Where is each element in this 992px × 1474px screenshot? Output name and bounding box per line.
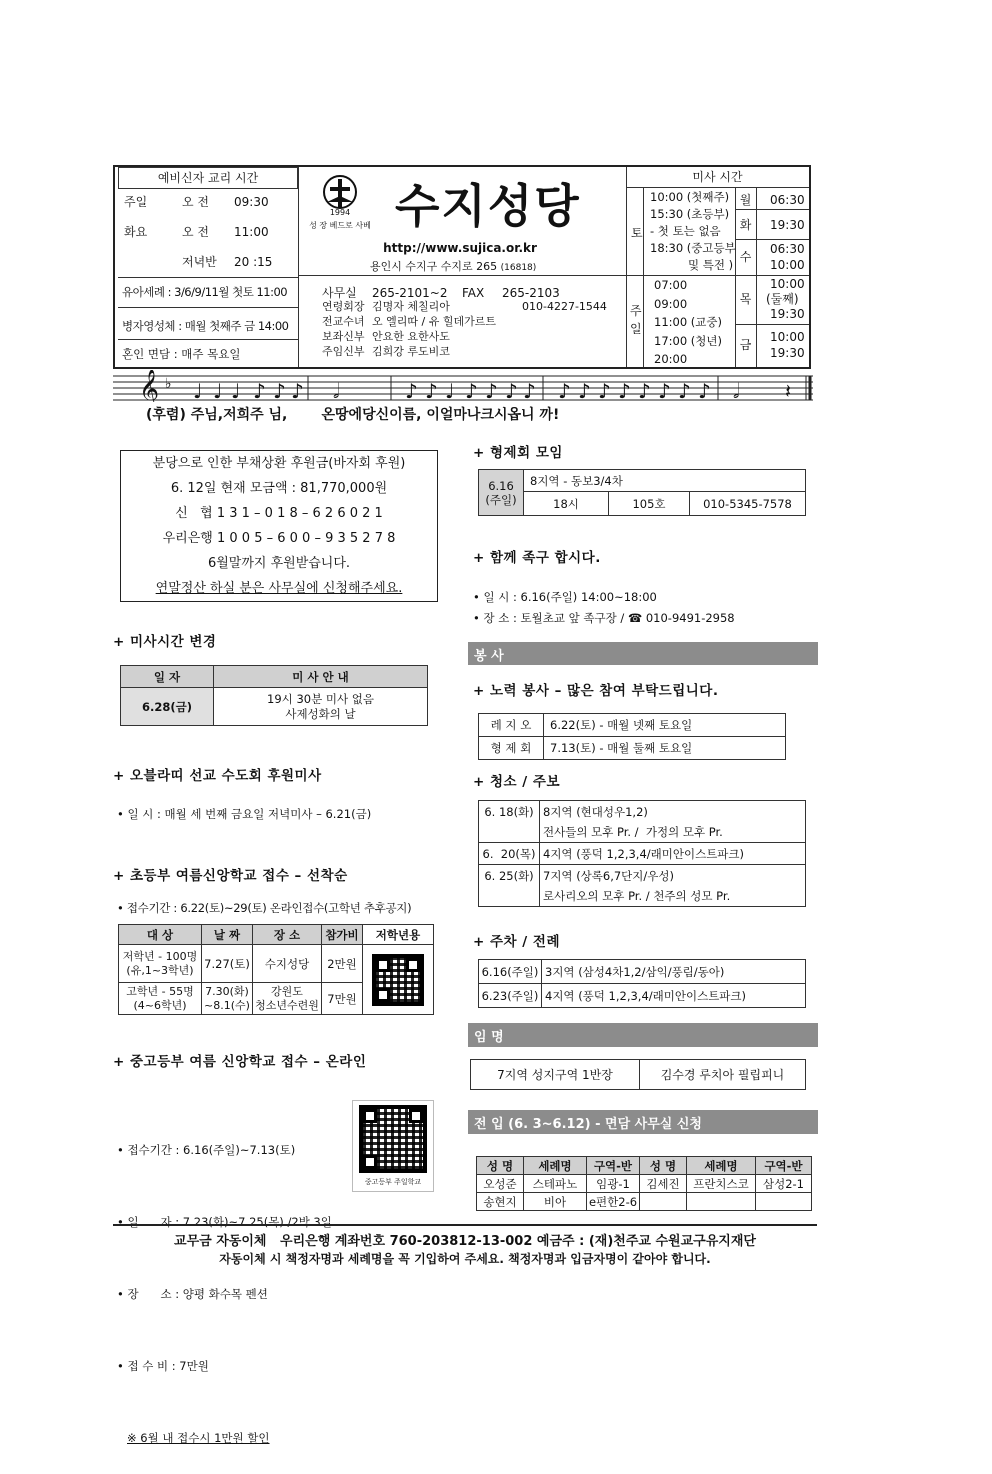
church-logo	[309, 172, 371, 232]
mass-block	[626, 167, 809, 367]
catechism-title: 예비신자 교리 시간	[118, 167, 298, 189]
oblati-title: + 오블라띠 선교 수도회 후원미사	[113, 768, 322, 784]
svg-text:♪: ♪	[618, 379, 631, 402]
weekday-thu: 목 10:00 (둘째) 19:30	[739, 277, 805, 321]
catechism-row: 저녁반 20 :15	[182, 255, 273, 269]
table-row: 고학년 - 55명 (4~6학년)	[119, 983, 202, 1015]
svg-text:𝅗𝅥: 𝅗𝅥	[733, 379, 740, 402]
table-row: 저학년 - 100명 (유,1~3학년)	[119, 945, 202, 983]
svg-text:♪: ♪	[678, 379, 691, 402]
brothers-title: + 형제회 모임	[473, 445, 563, 461]
svg-text:♪: ♪	[598, 379, 611, 402]
sunday-label: 주일	[630, 304, 642, 336]
weekday-tue: 화 19:30	[739, 218, 805, 232]
contact-row: 사무실 265-2101~2 FAX 265-2103	[322, 286, 560, 300]
wedding-interview: 혼인 면담 : 매주 목요일	[122, 347, 241, 361]
svg-text:♪: ♪	[425, 379, 438, 402]
elementary-qr-code[interactable]	[372, 954, 424, 1006]
donation-title: 분당으로 인한 부채상환 후원금(바자회 후원)	[152, 456, 406, 471]
donation-tax-note: 연말정산 하실 분은 사무실에 신청해주세요.	[155, 581, 403, 596]
mass-change-date: 6.28(금)	[121, 688, 214, 726]
brothers-table: 6.16 (주일) 8지역 - 동보3/4차 18시 105호 010-5345-7578	[478, 469, 806, 516]
football-details: • 일 시 : 6.16(주일) 14:00~18:00 • 장 소 : 토월초교 앞 족구장 / ☎ 010-9491-2958	[473, 590, 735, 625]
footer-note: 자동이체 시 책정자명과 세례명을 꼭 기입하여 주세요. 책정자명과 입금자명이 같아야 합니다.	[219, 1252, 711, 1266]
catechism-row: 주일 오 전 09:30	[124, 195, 269, 209]
svg-text:♪: ♪	[505, 379, 518, 402]
middle-high-qr-box	[352, 1100, 434, 1192]
sunday-times: 07:00 09:00 11:00 (교중) 17:00 (청년) 20:00	[654, 278, 722, 366]
table-row: 오성준 스테파노 임광-1 김세진 프란치스코 삼성2-1	[477, 1175, 812, 1193]
parking-table: 6.16(주일) 3지역 (삼성4차1,2/삼익/풍림/동아) 6.23(주일) 4지역 (풍덕 1,2,3,4/래미안이스트파크)	[478, 959, 806, 1008]
mass-change-col-info: 미 사 안 내	[214, 666, 428, 688]
transfer-table: 성 명 세례명 구역-반 성 명 세례명 구역-반 오성준 스테파노 임광-1 김세진 프란치스코 삼성2-1 송현지 비아 e편한2-6	[476, 1156, 812, 1211]
appointment-table: 7지역 성지구역 1반장 김수경 루치아 필립피니	[470, 1059, 806, 1090]
contact-row: 주임신부 김희강 루도비코	[322, 345, 450, 358]
oblati-schedule: • 일 시 : 매월 세 번째 금요일 저녁미사 – 6.21(금)	[117, 807, 372, 821]
catechism-row: 화요 오 전 11:00	[124, 225, 269, 239]
svg-text:♩: ♩	[445, 379, 455, 402]
church-contacts	[322, 284, 622, 358]
music-notes-icon	[113, 370, 813, 402]
svg-text:♩: ♩	[231, 379, 241, 402]
donation-amount: 6. 12일 현재 모금액 : 81,770,000원	[170, 481, 388, 496]
middle-high-details: • 접수기간 : 6.16(주일)~7.13(토) • 일 자 : 7.23(화)~7.25(목) /2박 3일 • 장 소 : 양평 화수목 펜션 • 접 수 비 : 7만원 ※ 6월 내 접수시 1만원 할인	[117, 1143, 332, 1445]
mass-change-info: 19시 30분 미사 없음 사제성화의 날	[214, 688, 428, 726]
svg-text:♪: ♪	[698, 379, 711, 402]
football-title: + 함께 족구 합시다.	[473, 550, 601, 566]
svg-text:♪: ♪	[658, 379, 671, 402]
mass-change-col-date: 일 자	[121, 666, 214, 688]
middle-high-qr-code[interactable]	[359, 1105, 427, 1173]
svg-text:♪: ♪	[253, 379, 266, 402]
svg-text:♪: ♪	[638, 379, 651, 402]
music-lyric: (후렴) 주님,저희주 님, 온땅에당신이름, 이얼마나크시옵니 까!	[146, 407, 560, 423]
elementary-title: + 초등부 여름신앙학교 접수 – 선착순	[113, 868, 348, 884]
donation-account-shinhyup: 신 협 1 3 1 – 0 1 8 – 6 2 6 0 2 1	[175, 506, 383, 521]
infant-baptism: 유아세례 : 3/6/9/11월 첫토 11:00	[122, 285, 288, 299]
transfer-bar: 전 입 (6. 3~6.12) - 면담 사무실 신청	[468, 1110, 818, 1134]
sick-anointing: 병자영성체 : 매월 첫째주 금 14:00	[122, 319, 289, 333]
svg-text:♪: ♪	[523, 379, 536, 402]
weekday-fri: 금 10:00 19:30	[739, 330, 805, 360]
labor-service-title: + 노력 봉사 – 많은 참여 부탁드립니다.	[473, 683, 719, 699]
church-patron: 성 장 베드로 사베	[309, 221, 371, 230]
appointment-bar: 임 명	[468, 1023, 818, 1047]
cleaning-title: + 청소 / 주보	[473, 774, 561, 790]
parking-title: + 주차 / 전례	[473, 934, 561, 950]
table-row: 송현지 비아 e편한2-6	[477, 1193, 812, 1211]
weekday-wed: 수 06:30 10:00	[739, 242, 805, 272]
weekday-mon: 월 06:30	[739, 193, 805, 207]
svg-text:♩: ♩	[193, 379, 203, 402]
mass-change-table	[120, 665, 428, 726]
svg-text:♪: ♪	[273, 379, 286, 402]
svg-text:♭: ♭	[165, 376, 172, 392]
contact-row: 보좌신부 안요한 요한사도	[322, 330, 450, 343]
cleaning-table: 6. 18(화) 8지역 (현대성우1,2) 전사들의 모후 Pr. / 가정의 모후 Pr. 6. 20(목) 4지역 (풍덕 1,2,3,4/래미안이스트파크) 6. 25(화) 7지역 (상록6,7단지/우성) 로사리오의 모후 Pr. / 천주의 성모 Pr.	[478, 800, 806, 907]
church-url[interactable]: http://www.sujica.or.kr	[383, 241, 537, 255]
mass-change-title: + 미사시간 변경	[113, 634, 217, 650]
footer-account: 교무금 자동이체 우리은행 계좌번호 760-203812-13-002 예금주 : (재)천주교 수원교구유지재단	[174, 1234, 756, 1249]
svg-text:♪: ♪	[578, 379, 591, 402]
saturday-label: 토	[631, 226, 643, 240]
svg-text:♪: ♪	[558, 379, 571, 402]
church-year: 1994	[329, 208, 351, 217]
labor-service-table: 레 지 오 6.22(토) - 매월 넷째 토요일 형 제 회 7.13(토) - 매월 둘째 토요일	[478, 713, 786, 760]
svg-text:𝄞: 𝄞	[139, 370, 160, 402]
donation-deadline: 6월말까지 후원받습니다.	[207, 556, 351, 571]
svg-text:𝅗𝅥: 𝅗𝅥	[333, 379, 340, 402]
elementary-period: • 접수기간 : 6.22(토)~29(토) 온라인접수(고학년 추후공지)	[117, 901, 412, 915]
middle-high-title: + 중고등부 여름 신앙학교 접수 – 온라인	[113, 1054, 367, 1070]
svg-text:♪: ♪	[465, 379, 478, 402]
footer-divider	[113, 1224, 817, 1226]
church-name: 수지성당	[395, 179, 581, 233]
contact-row: 연령회장 김명자 체칠리아 010-4227-1544	[322, 300, 607, 313]
contact-row: 전교수녀 오 엘리따 / 유 힐데가르트	[322, 315, 496, 328]
music-staff	[113, 370, 813, 402]
svg-text:𝄽: 𝄽	[785, 379, 792, 402]
donation-account-woori: 우리은행 1 0 0 5 – 6 0 0 – 9 3 5 2 7 8	[162, 531, 396, 546]
mass-title: 미사 시간	[626, 167, 809, 188]
middle-high-qr-caption: 중고등부 주일학교	[364, 1178, 422, 1186]
catechism-block	[118, 167, 298, 367]
church-address: 용인시 수지구 수지로 265 (16818)	[370, 260, 537, 273]
donation-box	[120, 450, 438, 602]
svg-text:♩: ♩	[213, 379, 223, 402]
svg-text:♪: ♪	[291, 379, 304, 402]
svg-text:♪: ♪	[485, 379, 498, 402]
service-bar: 봉 사	[468, 642, 818, 665]
saturday-times: 10:00 (첫째주) 15:30 (초등부) - 첫 토는 없음 18:30 (중고등부 및 특전 )	[650, 190, 736, 272]
svg-text:♪: ♪	[405, 379, 418, 402]
elementary-table: 대 상 날 짜 장 소 참가비 저학년용 저학년 - 100명 (유,1~3학년) 7.27(토) 수지성당 2만원 고학년 - 55명 (4~6학년) 7.30(화) ~8.1(수) 강원도 청소년수련원 7만원	[118, 924, 434, 1015]
